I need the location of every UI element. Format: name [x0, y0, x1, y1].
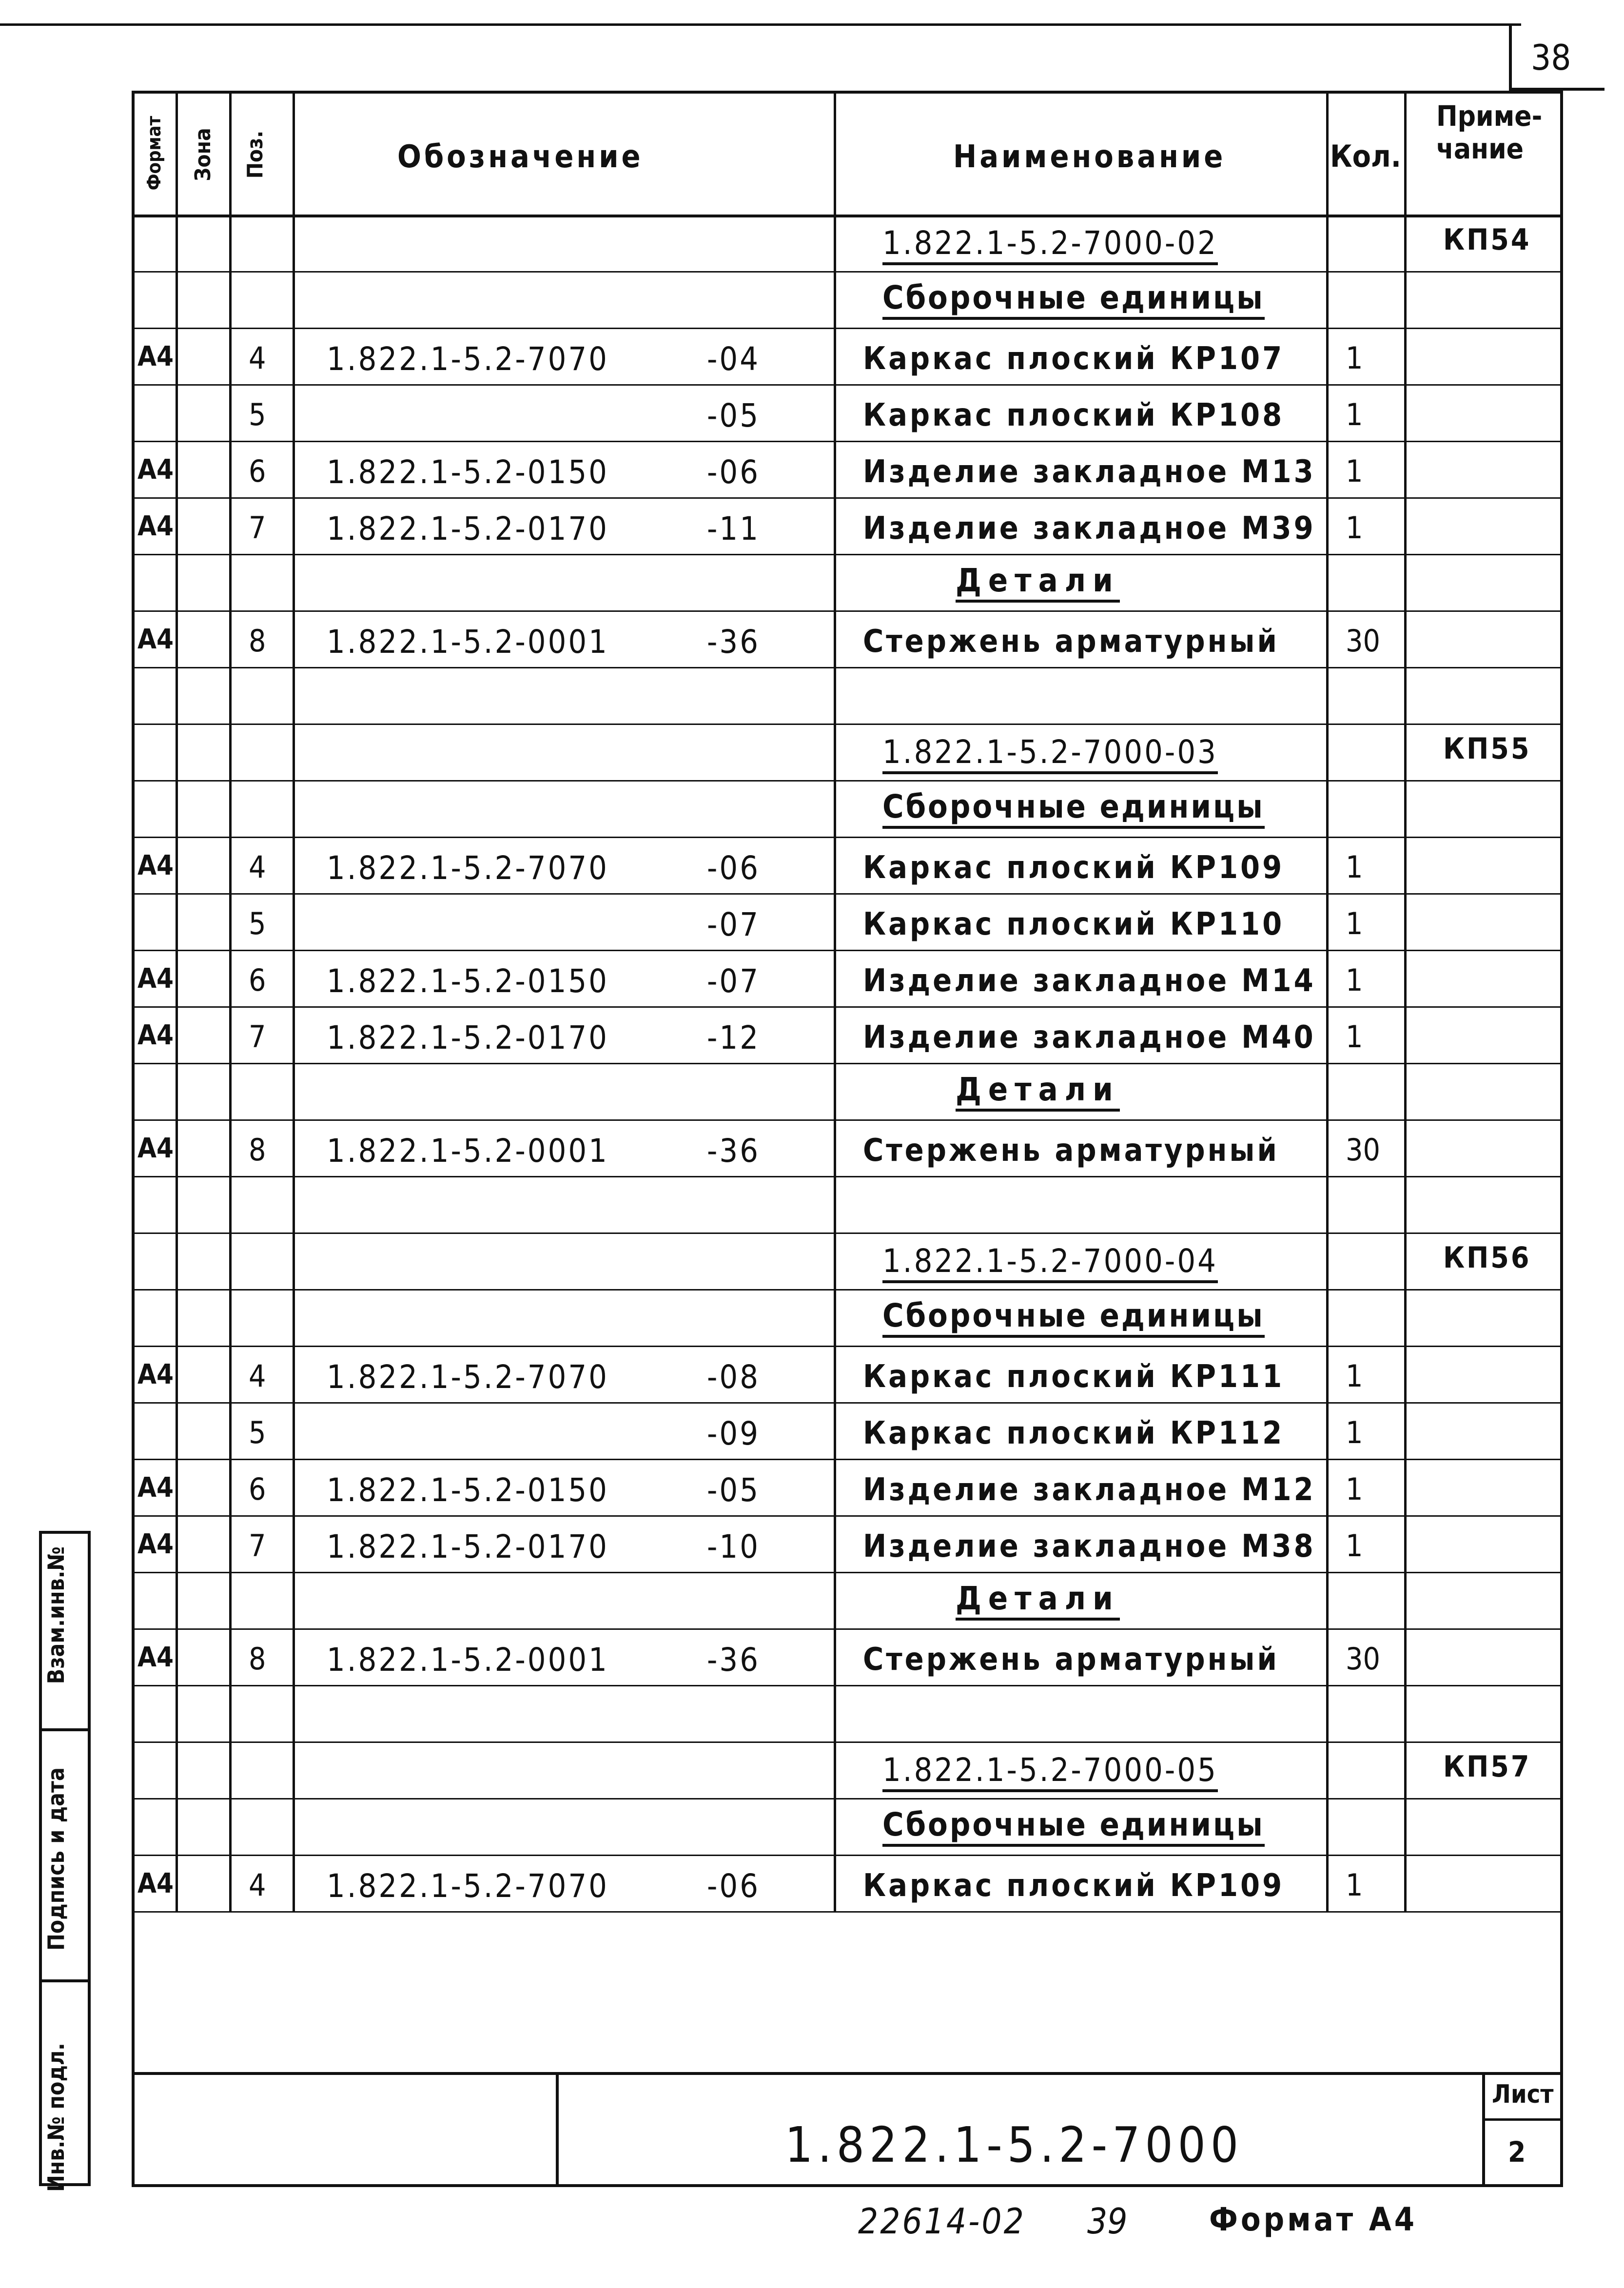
cell-name: Каркас плоский КР110 — [863, 906, 1285, 942]
cell-designation-suffix: -11 — [707, 510, 760, 548]
cell-note: КП57 — [1443, 1750, 1531, 1784]
cell-name: Изделие закладное М40 — [863, 1019, 1316, 1056]
header-zone: Зона — [191, 128, 215, 181]
side-stamp-vzam-inv: Взам.инв.№ — [43, 1546, 69, 1684]
cell-designation-suffix: -12 — [707, 1019, 760, 1056]
cell-position: 7 — [249, 1528, 266, 1564]
cell-format: А4 — [137, 963, 174, 995]
row-divider — [132, 1176, 1560, 1177]
cell-designation: 1.822.1-5.2-7070 — [327, 1358, 609, 1396]
side-stamp-signature-date: Подпись и дата — [43, 1767, 69, 1951]
cell-designation-suffix: -05 — [707, 397, 760, 434]
side-stamp-right — [88, 1531, 91, 2184]
row-divider — [132, 497, 1560, 499]
cell-designation-suffix: -09 — [707, 1415, 760, 1452]
title-block-bottom — [132, 2184, 1563, 2187]
header-bottom — [132, 215, 1563, 217]
row-divider — [132, 1572, 1560, 1573]
frame-left — [132, 91, 135, 2184]
row-divider — [132, 1346, 1560, 1347]
cell-quantity: 1 — [1346, 1415, 1363, 1450]
row-divider — [132, 1855, 1560, 1856]
cell-format: А4 — [137, 1642, 174, 1673]
cell-quantity: 1 — [1346, 1019, 1363, 1055]
page-number: 38 — [1531, 37, 1571, 78]
cell-position: 6 — [249, 962, 266, 998]
cell-format: А4 — [137, 454, 174, 486]
top-rule — [0, 23, 1521, 26]
cell-designation-suffix: -05 — [707, 1471, 760, 1509]
assembly-title: 1.822.1-5.2-7000-05 — [882, 1754, 1218, 1792]
cell-note: КП54 — [1443, 223, 1531, 257]
cell-position: 8 — [249, 1641, 266, 1677]
header-designation: Обозначение — [397, 139, 644, 175]
cell-note: КП55 — [1443, 732, 1531, 766]
cell-name: Изделие закладное М13 — [863, 454, 1316, 490]
side-stamp-left — [39, 1531, 42, 2184]
column-divider — [1404, 91, 1407, 1911]
row-divider — [132, 1798, 1560, 1799]
row-divider — [132, 610, 1560, 612]
cell-quantity: 1 — [1346, 906, 1363, 941]
section-heading: Детали — [956, 1074, 1120, 1112]
cell-quantity: 30 — [1346, 1132, 1380, 1168]
cell-format: А4 — [137, 850, 174, 881]
row-divider — [132, 837, 1560, 838]
row-divider — [132, 1063, 1560, 1064]
cell-format: А4 — [137, 1472, 174, 1504]
side-stamp-inv-podl: Инв.№ подл. — [43, 2043, 69, 2192]
footer-archive-number: 22614-02 — [858, 2201, 1026, 2242]
cell-quantity: 1 — [1346, 453, 1363, 489]
row-divider — [132, 1289, 1560, 1291]
cell-name: Каркас плоский КР109 — [863, 850, 1285, 886]
footer-format: Формат А4 — [1209, 2201, 1418, 2238]
frame-top — [132, 91, 1563, 94]
cell-position: 4 — [249, 1358, 266, 1394]
section-heading: Сборочные единицы — [882, 282, 1265, 320]
cell-quantity: 1 — [1346, 1867, 1363, 1903]
cell-designation: 1.822.1-5.2-0001 — [327, 1132, 609, 1170]
cell-position: 5 — [249, 1415, 266, 1450]
row-divider — [132, 1006, 1560, 1008]
cell-quantity: 30 — [1346, 623, 1380, 659]
row-divider — [132, 1741, 1560, 1743]
cell-quantity: 30 — [1346, 1641, 1380, 1677]
title-block-doc-number: 1.822.1-5.2-7000 — [785, 2116, 1244, 2173]
cell-quantity: 1 — [1346, 397, 1363, 432]
row-divider — [132, 1515, 1560, 1517]
row-divider — [132, 271, 1560, 273]
cell-designation-suffix: -36 — [707, 623, 760, 661]
cell-quantity: 1 — [1346, 1471, 1363, 1507]
cell-name: Каркас плоский КР112 — [863, 1415, 1285, 1451]
header-note: Приме- чание — [1436, 99, 1543, 165]
row-divider — [132, 1911, 1560, 1913]
cell-designation-suffix: -10 — [707, 1528, 760, 1565]
assembly-title: 1.822.1-5.2-7000-03 — [882, 736, 1218, 774]
row-divider — [132, 441, 1560, 442]
column-divider — [834, 91, 836, 1911]
cell-designation: 1.822.1-5.2-0001 — [327, 623, 609, 661]
row-divider — [132, 1402, 1560, 1404]
cell-name: Стержень арматурный — [863, 1642, 1279, 1678]
cell-name: Каркас плоский КР107 — [863, 341, 1285, 377]
section-heading: Сборочные единицы — [882, 791, 1265, 829]
column-divider — [1326, 91, 1329, 1911]
title-block-top — [132, 2072, 1563, 2075]
header-qty: Кол. — [1330, 138, 1401, 174]
footer-archive-page: 39 — [1087, 2201, 1128, 2242]
cell-designation-suffix: -04 — [707, 340, 760, 378]
section-heading: Детали — [956, 565, 1120, 603]
cell-position: 8 — [249, 623, 266, 659]
cell-name: Стержень арматурный — [863, 1133, 1279, 1169]
cell-position: 6 — [249, 1471, 266, 1507]
cell-name: Стержень арматурный — [863, 624, 1279, 660]
cell-quantity: 1 — [1346, 340, 1363, 376]
cell-name: Каркас плоский КР108 — [863, 397, 1285, 433]
cell-quantity: 1 — [1346, 962, 1363, 998]
cell-designation: 1.822.1-5.2-0150 — [327, 1471, 609, 1509]
cell-designation: 1.822.1-5.2-0150 — [327, 453, 609, 491]
cell-format: А4 — [137, 341, 174, 372]
side-stamp-divider — [39, 1728, 91, 1731]
header-name: Наименование — [953, 139, 1226, 175]
row-divider — [132, 1232, 1560, 1234]
cell-name: Изделие закладное М14 — [863, 963, 1316, 999]
header-format: Формат — [143, 116, 165, 191]
row-divider — [132, 667, 1560, 668]
cell-position: 7 — [249, 510, 266, 546]
row-divider — [132, 1685, 1560, 1686]
cell-position: 4 — [249, 1867, 266, 1903]
title-block-sheet-label: Лист — [1492, 2080, 1554, 2109]
frame-right — [1560, 91, 1563, 2184]
cell-designation-suffix: -06 — [707, 453, 760, 491]
title-block-sheet-number: 2 — [1508, 2135, 1526, 2169]
cell-designation: 1.822.1-5.2-0170 — [327, 1019, 609, 1056]
row-divider — [132, 724, 1560, 725]
row-divider — [132, 893, 1560, 895]
section-heading: Сборочные единицы — [882, 1300, 1265, 1338]
row-divider — [132, 1628, 1560, 1630]
cell-designation: 1.822.1-5.2-0001 — [327, 1641, 609, 1679]
cell-designation-suffix: -08 — [707, 1358, 760, 1396]
cell-position: 4 — [249, 340, 266, 376]
cell-format: А4 — [137, 1868, 174, 1899]
row-divider — [132, 780, 1560, 782]
cell-format: А4 — [137, 1133, 174, 1164]
cell-name: Изделие закладное М12 — [863, 1472, 1316, 1508]
cell-designation-suffix: -07 — [707, 906, 760, 943]
cell-quantity: 1 — [1346, 849, 1363, 885]
cell-position: 5 — [249, 397, 266, 432]
column-divider — [176, 91, 178, 1911]
cell-quantity: 1 — [1346, 1528, 1363, 1564]
column-divider — [229, 91, 232, 1911]
row-divider — [132, 1119, 1560, 1121]
cell-position: 5 — [249, 906, 266, 941]
cell-name: Каркас плоский КР109 — [863, 1868, 1285, 1904]
cell-name: Каркас плоский КР111 — [863, 1359, 1285, 1395]
cell-designation-suffix: -36 — [707, 1641, 760, 1679]
row-divider — [132, 554, 1560, 555]
cell-position: 7 — [249, 1019, 266, 1055]
cell-quantity: 1 — [1346, 510, 1363, 546]
row-divider — [132, 1459, 1560, 1460]
title-block-sheet-rule — [1482, 2118, 1563, 2121]
cell-designation: 1.822.1-5.2-0170 — [327, 510, 609, 548]
row-divider — [132, 328, 1560, 329]
cell-quantity: 1 — [1346, 1358, 1363, 1394]
cell-designation: 1.822.1-5.2-7070 — [327, 849, 609, 887]
cell-format: А4 — [137, 510, 174, 542]
cell-designation: 1.822.1-5.2-0170 — [327, 1528, 609, 1565]
cell-format: А4 — [137, 1359, 174, 1390]
cell-position: 4 — [249, 849, 266, 885]
section-heading: Сборочные единицы — [882, 1809, 1265, 1847]
cell-designation-suffix: -06 — [707, 1867, 760, 1905]
title-block-divider — [556, 2072, 559, 2184]
header-pos: Поз. — [243, 130, 268, 179]
section-heading: Детали — [956, 1583, 1120, 1621]
row-divider — [132, 384, 1560, 386]
cell-designation: 1.822.1-5.2-7070 — [327, 1867, 609, 1905]
assembly-title: 1.822.1-5.2-7000-02 — [882, 227, 1218, 265]
cell-position: 6 — [249, 453, 266, 489]
cell-designation-suffix: -07 — [707, 962, 760, 1000]
row-divider — [132, 950, 1560, 951]
cell-designation-suffix: -36 — [707, 1132, 760, 1170]
cell-name: Изделие закладное М39 — [863, 510, 1316, 547]
cell-position: 8 — [249, 1132, 266, 1168]
title-block-sheet-divider — [1482, 2072, 1485, 2184]
cell-format: А4 — [137, 1528, 174, 1560]
cell-designation-suffix: -06 — [707, 849, 760, 887]
column-divider — [293, 91, 295, 1911]
assembly-title: 1.822.1-5.2-7000-04 — [882, 1245, 1218, 1283]
cell-designation: 1.822.1-5.2-0150 — [327, 962, 609, 1000]
cell-designation: 1.822.1-5.2-7070 — [327, 340, 609, 378]
cell-note: КП56 — [1443, 1241, 1531, 1275]
cell-format: А4 — [137, 1019, 174, 1051]
cell-format: А4 — [137, 624, 174, 655]
cell-name: Изделие закладное М38 — [863, 1528, 1316, 1564]
